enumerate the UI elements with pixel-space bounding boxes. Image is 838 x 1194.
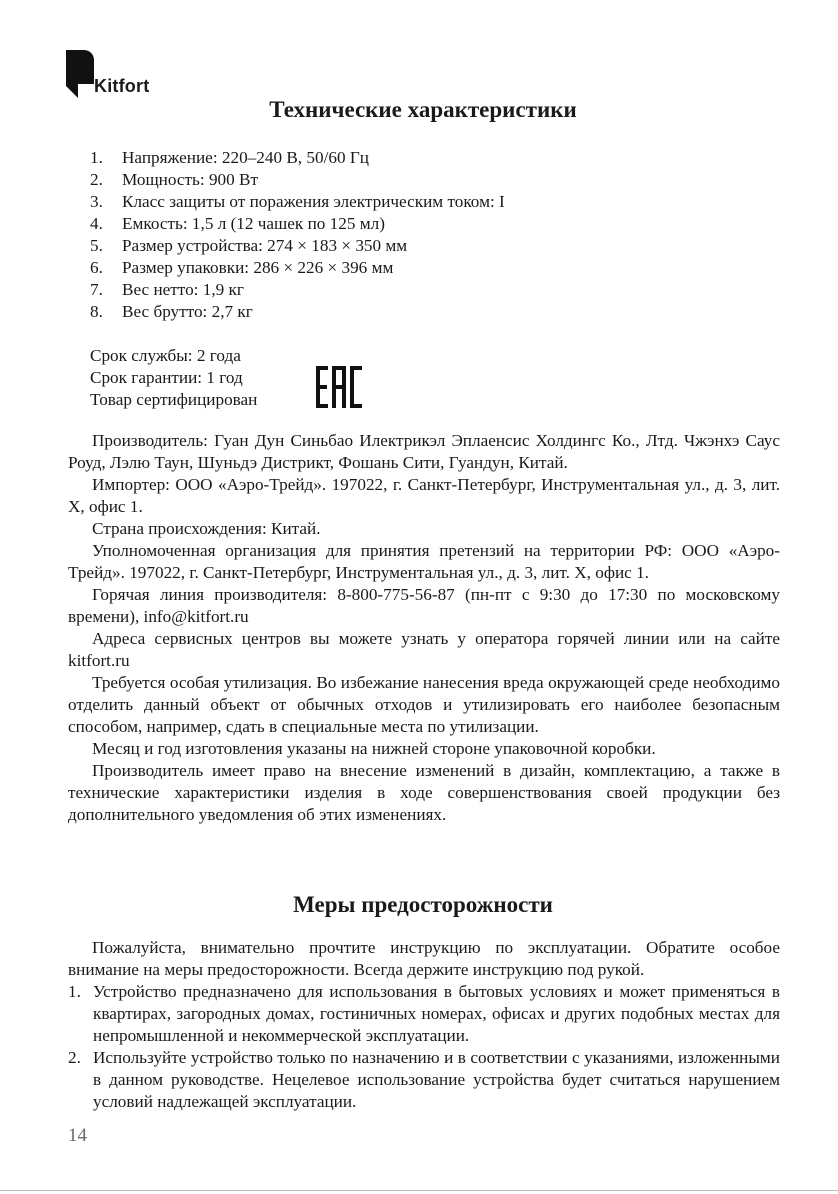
- spec-item: 2. Мощность: 900 Вт: [90, 170, 259, 189]
- claims-organization: Уполномоченная организация для принятия претензий на территории РФ: ООО «Аэро-Трейд». 197022, г. Санкт-Петербург, Инструментальная ул., д. 3, лит. Х, офис 1.: [68, 541, 780, 582]
- warranty-period: Срок гарантии: 1 год: [90, 368, 243, 387]
- importer-paragraph: Импортер: ООО «Аэро-Трейд». 197022, г. Санкт-Петербург, Инструментальная ул., д. 3, лит. Х, офис 1.: [68, 475, 780, 516]
- manufacture-date-paragraph: Месяц и год изготовления указаны на нижней стороне упаковочной коробки.: [92, 739, 656, 758]
- changes-disclaimer: Производитель имеет право на внесение изменений в дизайн, комплектацию, а также в технические характеристики изделия в ходе совершенствования своей продукции без дополнительного уведомления об этих изменениях.: [68, 761, 780, 824]
- safety-item: 2. Используйте устройство только по назначению и в соответствии с указаниями, изложенными в данном руководстве. Нецелевое использование устройства будет считаться нарушением условий надлежащей эксплуатации.: [68, 1048, 780, 1111]
- manufacturer-paragraph: Производитель: Гуан Дун Синьбао Илектрикэл Эплаенсис Холдингс Ко., Лтд. Чжэнхэ Саус Роуд, Лэлю Таун, Шуньдэ Дистрикт, Фошань Сити, Гуандун, Китай.: [68, 431, 780, 472]
- safety-list: [68, 981, 780, 1113]
- specs-list: [90, 147, 505, 323]
- service-lifetime: Срок службы: 2 года: [90, 346, 241, 365]
- service-centers-paragraph: Адреса сервисных центров вы можете узнать у оператора горячей линии или на сайте kitfort.ru: [68, 629, 780, 670]
- origin-country: Страна происхождения: Китай.: [92, 519, 321, 538]
- page-bottom-divider: [0, 1190, 838, 1191]
- spec-item: 5. Размер устройства: 274 × 183 × 350 мм: [90, 236, 408, 255]
- spec-item: 1. Напряжение: 220–240 В, 50/60 Гц: [90, 148, 369, 167]
- manufacturer-info: [68, 430, 780, 826]
- safety-intro-paragraph: Пожалуйста, внимательно прочтите инструкцию по эксплуатации. Обратите особое внимание на меры предосторожности. Всегда держите инструкцию под рукой.: [68, 938, 780, 979]
- spec-item: 6. Размер упаковки: 286 × 226 × 396 мм: [90, 258, 394, 277]
- spec-item: 4. Емкость: 1,5 л (12 чашек по 125 мл): [90, 214, 385, 233]
- page-number: 14: [68, 1125, 87, 1146]
- service-info: [90, 345, 257, 411]
- eac-certification-mark: [316, 366, 362, 408]
- spec-item: 8. Вес брутто: 2,7 кг: [90, 302, 253, 321]
- spec-item: 3. Класс защиты от поражения электрическим током: I: [90, 192, 505, 211]
- certification-note: Товар сертифицирован: [90, 390, 258, 409]
- kitfort-logo-mark: [66, 50, 94, 98]
- disposal-paragraph: Требуется особая утилизация. Во избежание нанесения вреда окружающей среде необходимо отделить данный объект от обычных отходов и утилизировать его наиболее безопасным способом, например, сдать в специальные места по утилизации.: [68, 673, 780, 736]
- brand-name: Kitfort: [94, 76, 150, 96]
- safety-intro: [68, 937, 780, 981]
- specs-title: Технические характеристики: [269, 97, 577, 122]
- hotline-paragraph: Горячая линия производителя: 8-800-775-56-87 (пн-пт с 9:30 до 17:30 по московскому времени), info@kitfort.ru: [68, 585, 780, 626]
- safety-title: Меры предосторожности: [293, 892, 553, 917]
- safety-item: 1. Устройство предназначено для использования в бытовых условиях и может применяться в квартирах, загородных домах, гостиничных номерах, офисах и других подобных местах для непромышленной и некоммерческой эксплуатации.: [68, 982, 780, 1045]
- kitfort-logo: [66, 50, 176, 100]
- spec-item: 7. Вес нетто: 1,9 кг: [90, 280, 244, 299]
